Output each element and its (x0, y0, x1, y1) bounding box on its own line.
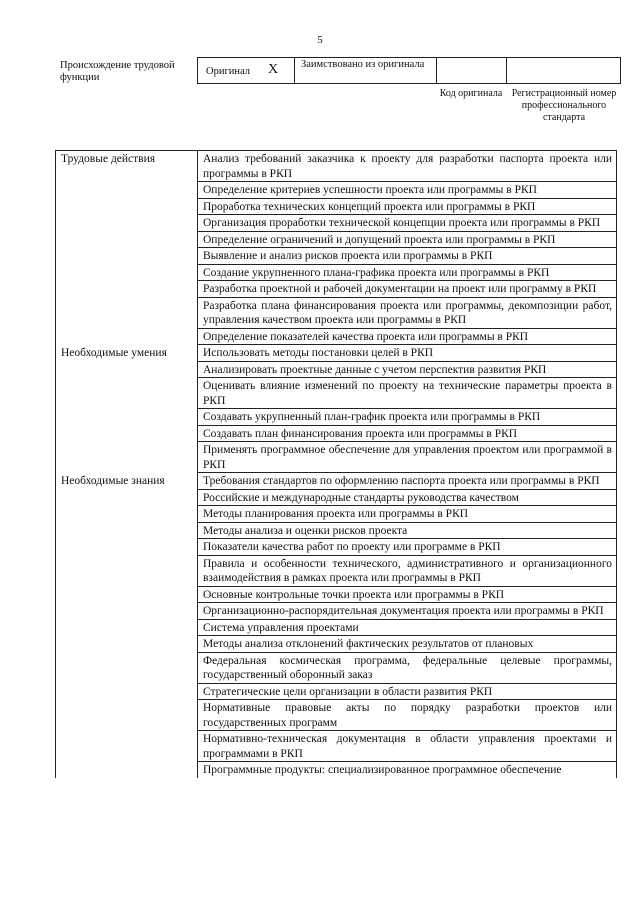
table-row: Анализ требований заказчика к проекту для разработки паспорта проекта или программы в РКП (198, 151, 616, 182)
table-row: Определение показателей качества проекта или программы в РКП (198, 329, 616, 346)
section-rows (198, 345, 617, 473)
table-row: Создавать план финансирования проекта или программы в РКП (198, 426, 616, 443)
registration-number-cell (507, 58, 620, 83)
table-row: Оценивать влияние изменений по проекту на технические параметры проекта в РКП (198, 378, 616, 409)
section-label: Необходимые знания (55, 473, 198, 778)
table-section (55, 345, 617, 473)
table-row: Определение критериев успешности проекта или программы в РКП (198, 182, 616, 199)
origin-label: Происхождение трудовой функции (60, 60, 175, 83)
table-row: Разработка проектной и рабочей документации на проект или программу в РКП (198, 281, 616, 298)
table-row: Создавать укрупненный план-график проекта или программы в РКП (198, 409, 616, 426)
table-row: Российские и международные стандарты руководства качеством (198, 490, 616, 507)
table-row: Федеральная космическая программа, федеральные целевые программы, государственный оборонный заказ (198, 653, 616, 684)
table-row: Применять программное обеспечение для управления проектом или программой в РКП (198, 442, 616, 473)
table-row: Методы анализа и оценки рисков проекта (198, 523, 616, 540)
borrowed-cell: Заимствовано из оригинала (295, 58, 437, 83)
table-row: Определение ограничений и допущений проекта или программы в РКП (198, 232, 616, 249)
table-row: Требования стандартов по оформлению паспорта проекта или программы в РКП (198, 473, 616, 490)
table-row: Программные продукты: специализированное программное обеспечение (203, 764, 562, 776)
functions-table (55, 150, 617, 778)
origin-table (197, 57, 621, 84)
code-caption: Код оригинала (439, 88, 503, 99)
table-row: Методы анализа отклонений фактических результатов от плановых (198, 636, 616, 653)
table-row: Основные контрольные точки проекта или программы в РКП (198, 587, 616, 604)
section-rows (198, 151, 617, 345)
table-row: Выявление и анализ рисков проекта или программы в РКП (198, 248, 616, 265)
table-row: Стратегические цели организации в области развития РКП (198, 684, 616, 701)
table-row: Анализировать проектные данные с учетом перспектив развития РКП (198, 362, 616, 379)
table-row: Разработка плана финансирования проекта или программы, декомпозиции работ, управления качеством проекта или программы в РКП (198, 298, 616, 329)
original-label: Оригинал (206, 66, 250, 77)
original-code-cell (437, 58, 507, 83)
section-label: Необходимые умения (55, 345, 198, 473)
table-row: Использовать методы постановки целей в РКП (198, 345, 616, 362)
table-row: Правила и особенности технического, административного и организационного взаимодействия в рамках проекта или программы в РКП (198, 556, 616, 587)
section-rows (198, 473, 617, 778)
table-row: Организация проработки технической концепции проекта или программы в РКП (198, 215, 616, 232)
table-section (55, 151, 617, 345)
table-row: Организационно-распорядительная документация проекта или программы в РКП (198, 603, 616, 620)
table-section (55, 473, 617, 778)
table-row: Создание укрупненного плана-графика проекта или программы в РКП (198, 265, 616, 282)
table-row: Система управления проектами (198, 620, 616, 637)
page-number: 5 (317, 34, 323, 46)
table-row: Нормативно-техническая документация в области управления проектами и программами в РКП (198, 731, 616, 762)
section-label: Трудовые действия (55, 151, 198, 345)
original-cell (198, 58, 295, 83)
table-row: Показатели качества работ по проекту или программе в РКП (198, 539, 616, 556)
table-row: Методы планирования проекта или программы в РКП (198, 506, 616, 523)
original-mark: X (268, 62, 279, 77)
table-row: Проработка технических концепций проекта или программы в РКП (198, 199, 616, 216)
registration-caption: Регистрационный номер профессионального стандарта (511, 88, 617, 123)
table-row: Нормативные правовые акты по порядку разработки проектов или государственных программ (198, 700, 616, 731)
